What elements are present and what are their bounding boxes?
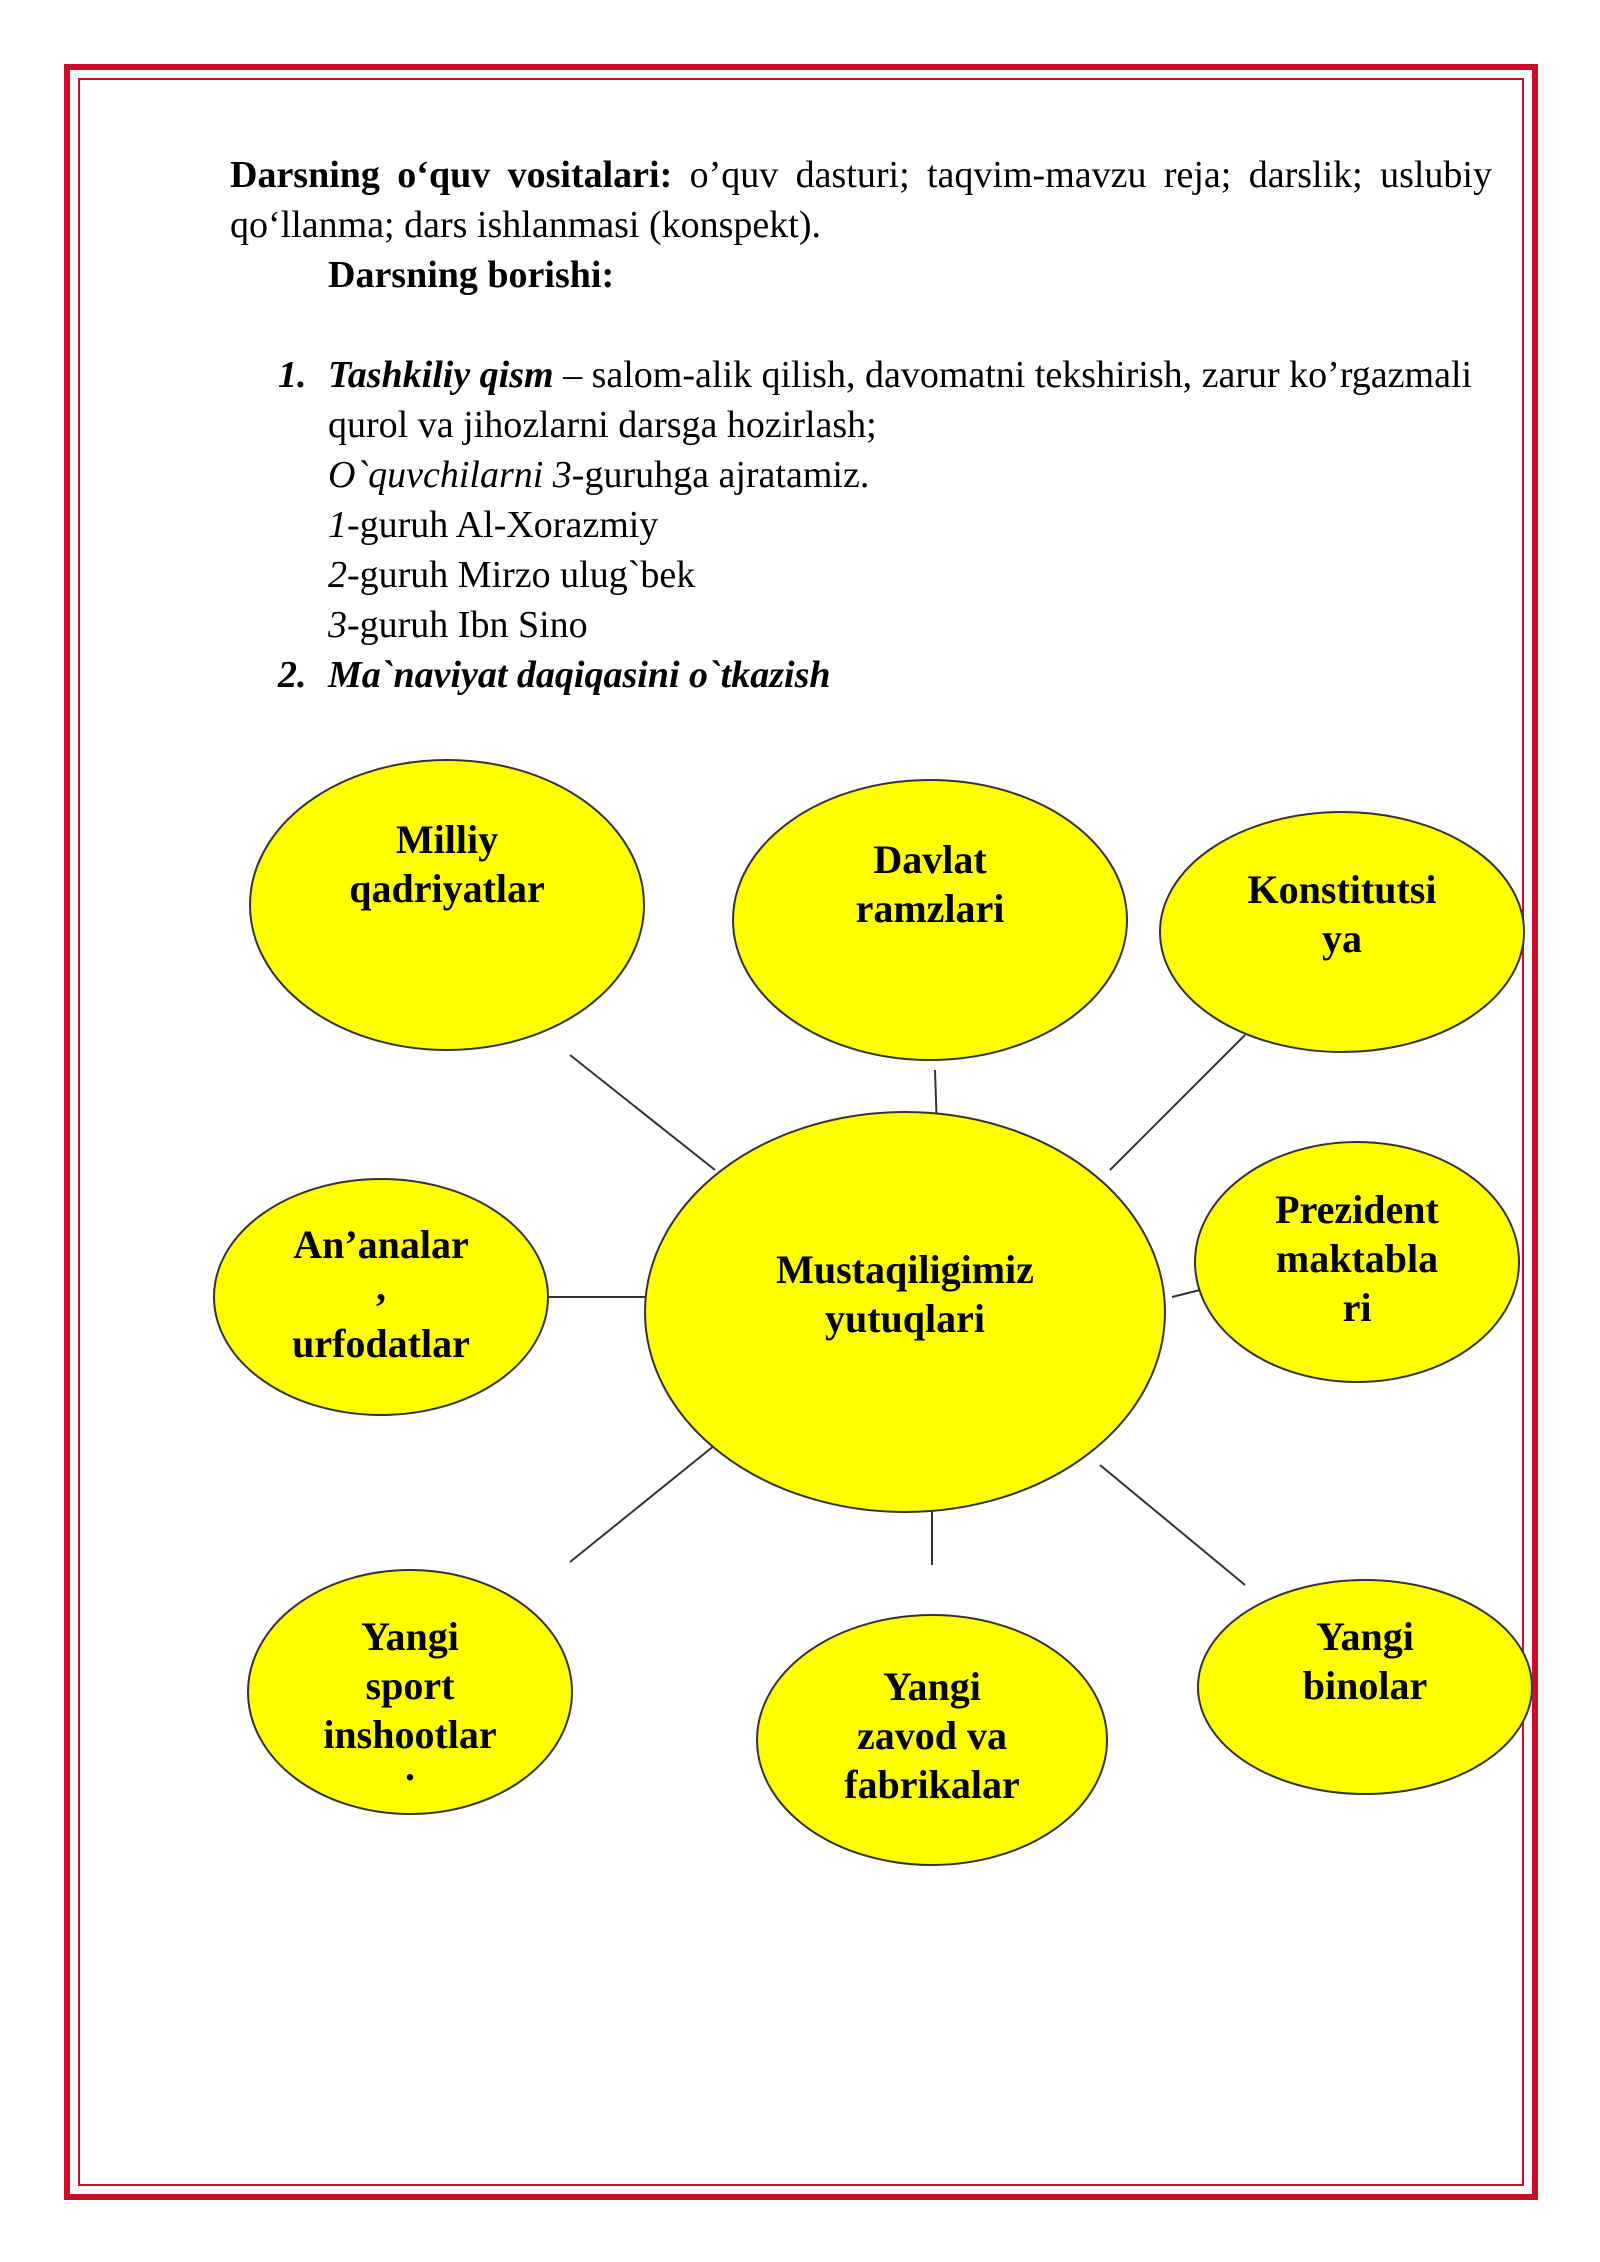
group-number: 2 <box>328 554 347 596</box>
bubble-line: Prezident <box>1275 1187 1439 1232</box>
bubble-line: Milliy <box>395 817 499 862</box>
bubble-line: urfodatlar <box>292 1321 470 1366</box>
bubble-line: inshootlar <box>323 1712 497 1757</box>
bubble-milliy <box>250 760 644 1050</box>
bubble-line: ya <box>1322 916 1362 961</box>
bubble-line: fabrikalar <box>844 1762 1020 1807</box>
step-number: 1. <box>278 354 307 396</box>
group-intro-rest: -guruhga ajratamiz. <box>571 454 870 496</box>
bubble-line: . <box>405 1744 415 1789</box>
connector-sport <box>570 1445 715 1562</box>
connector-konstitutsiya <box>1110 1035 1245 1170</box>
bubble-line: Yangi <box>1316 1614 1414 1659</box>
step-text: – salom-alik qilish, davomatni tekshirish, zarur ko’rgazmali qurol va jihozlarni darsga hozirlash; <box>328 354 1473 446</box>
bubble-zavod <box>757 1615 1107 1865</box>
intro-label: Darsning o‘quv vositalari: <box>230 154 673 196</box>
connector-prezident <box>1172 1290 1200 1297</box>
intro-text: o’quv dasturi; taqvim-mavzu reja; darslik; uslubiy qo‘llanma; dars ishlanmasi (konspekt). <box>230 154 1492 246</box>
connector-milliy <box>570 1055 715 1170</box>
bubble-binolar <box>1198 1580 1532 1794</box>
bubble-line: Davlat <box>873 837 987 882</box>
bubble-konstitutsiya <box>1160 812 1524 1052</box>
bubble-davlat <box>733 780 1127 1060</box>
bubble-line: sport <box>365 1663 455 1708</box>
bubble-ananalar <box>214 1179 548 1415</box>
group-name: -guruh Mirzo ulug`bek <box>347 554 696 596</box>
borishi-heading: Darsning borishi: <box>328 254 615 296</box>
bubble-line: , <box>376 1264 386 1309</box>
group-name: -guruh Al-Xorazmiy <box>347 504 659 546</box>
bubble-center <box>645 1112 1165 1512</box>
group-name: -guruh Ibn Sino <box>347 604 588 646</box>
bubble-line: ramzlari <box>855 886 1005 931</box>
bubble-line: ri <box>1342 1285 1372 1330</box>
group-intro-italic: O`quvchilarni 3 <box>328 454 572 496</box>
step-title: Ma`naviyat daqiqasini o`tkazish <box>328 654 831 696</box>
center-line: Mustaqiligimiz <box>776 1247 1034 1292</box>
bubble-line: An’analar <box>293 1222 469 1267</box>
bubble-line: maktabla <box>1275 1236 1439 1281</box>
bubble-line: Yangi <box>361 1614 459 1659</box>
bubble-line: Konstitutsi <box>1247 867 1437 912</box>
bubble-line: qadriyatlar <box>349 866 545 911</box>
bubble-line: binolar <box>1302 1663 1428 1708</box>
step-title: Tashkiliy qism <box>328 354 554 396</box>
bubble-sport <box>248 1570 572 1814</box>
connector-binolar <box>1100 1465 1245 1585</box>
group-number: 3 <box>328 604 347 646</box>
step-number: 2. <box>278 654 307 696</box>
group-number: 1 <box>328 504 347 546</box>
center-line: yutuqlari <box>824 1296 986 1341</box>
bubble-line: zavod va <box>857 1713 1007 1758</box>
bubble-prezident <box>1195 1142 1519 1382</box>
bubble-line: Yangi <box>883 1664 981 1709</box>
